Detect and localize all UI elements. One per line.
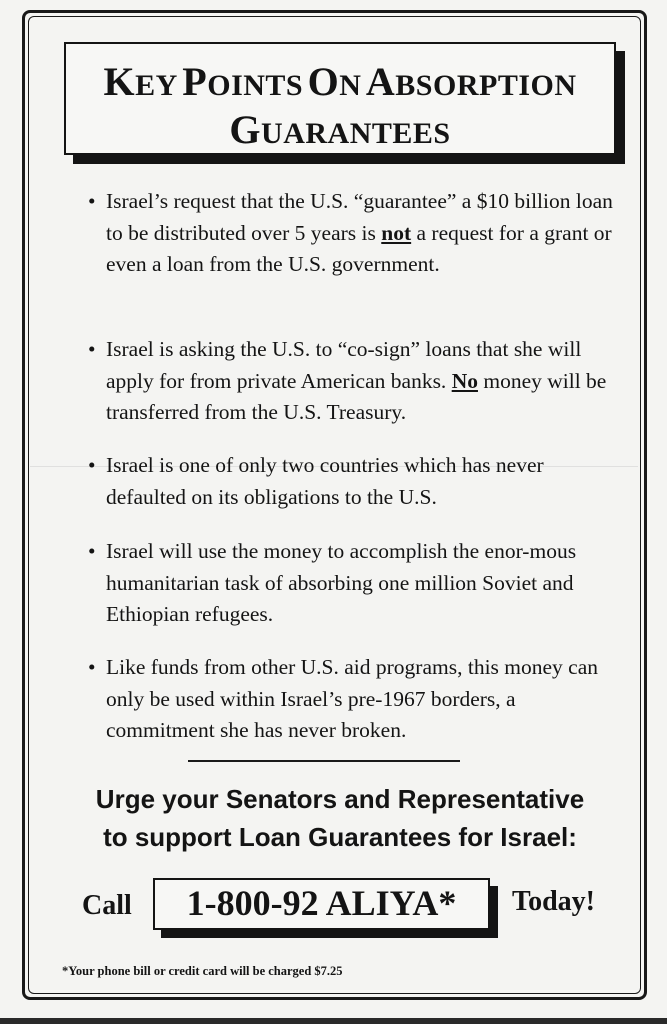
list-item (84, 186, 624, 281)
bullet-icon: • (88, 655, 96, 679)
page-edge (0, 1018, 667, 1024)
cta-line-1: Urge your Senators and Representative (95, 784, 585, 814)
list-item (84, 652, 624, 747)
list-item (84, 536, 624, 631)
divider (188, 760, 460, 762)
bullet-icon: • (88, 337, 96, 361)
footnote: *Your phone bill or credit card will be charged $7.25 (62, 964, 343, 978)
title-word: POINTS (182, 59, 304, 104)
title-word: KEY (103, 59, 178, 104)
list-item-text: Israel is asking the U.S. to “co-sign” loans that she will apply for from private American banks. No money will be transferred from the U.S. Treasury. (106, 337, 607, 424)
page-title (64, 42, 616, 155)
cta-line-2: to support Loan Guarantees for Israel: (103, 822, 577, 852)
call-label: Call (82, 890, 132, 921)
list-item-text: Israel will use the money to accomplish the enor-mous humanitarian task of absorbing one million Soviet and Ethiopian refugees. (106, 539, 577, 626)
call-to-action (40, 780, 640, 856)
list-item-text: Israel’s request that the U.S. “guarantee” a $10 billion loan to be distributed over 5 years is not a request for a grant or even a loan from the U.S. government. (106, 189, 613, 276)
bullet-icon: • (88, 189, 96, 213)
title-word: ON (307, 59, 362, 104)
title-word: ABSORPTION (365, 59, 577, 104)
list-item-text: Israel is one of only two countries which has never defaulted on its obligations to the U.S. (106, 453, 544, 509)
phone-number: 1-800-92 ALIYA* (153, 878, 490, 930)
bullet-icon: • (88, 453, 96, 477)
bullet-icon: • (88, 539, 96, 563)
list-item-text: Like funds from other U.S. aid programs, this money can only be used within Israel’s pre-1967 borders, a commitment she has never broken. (106, 655, 599, 742)
today-label: Today! (512, 886, 596, 917)
title-line-1 (66, 58, 614, 105)
title-line-2: GUARANTEES (229, 107, 451, 152)
list-item (84, 450, 624, 513)
list-item (84, 334, 624, 429)
